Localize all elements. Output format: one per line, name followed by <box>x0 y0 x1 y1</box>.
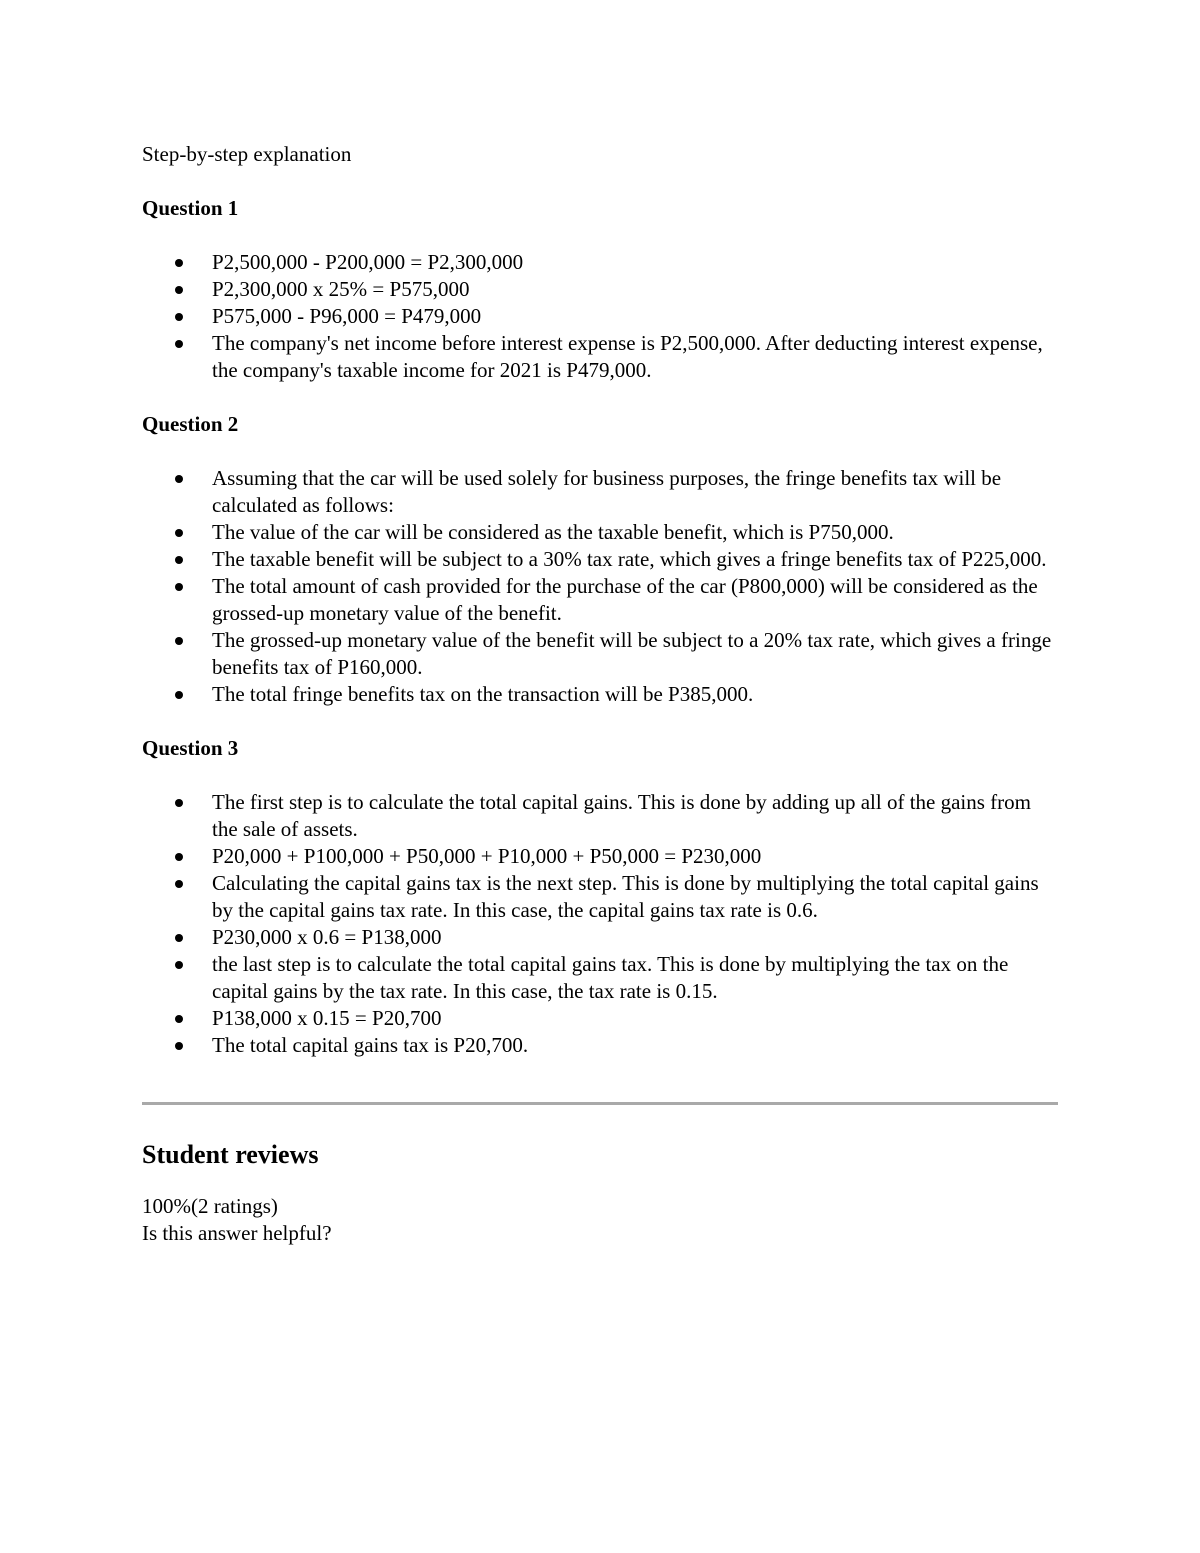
helpful-prompt: Is this answer helpful? <box>142 1221 332 1245</box>
list-item-text: The taxable benefit will be subject to a 30% tax rate, which gives a fringe benefits tax of P225,000. <box>212 547 1047 571</box>
section-divider <box>142 1102 1058 1105</box>
list-item <box>142 843 1058 870</box>
list-item-text: P575,000 - P96,000 = P479,000 <box>212 304 482 328</box>
list-item <box>142 465 1058 519</box>
bullet-icon <box>175 475 183 483</box>
list-item <box>142 870 1058 924</box>
document-page <box>142 141 1058 1247</box>
list-item-text: P2,300,000 x 25% = P575,000 <box>212 277 470 301</box>
bullet-icon <box>175 313 183 321</box>
bullet-icon <box>175 286 183 294</box>
question-2-steps <box>142 465 1058 708</box>
list-item <box>142 789 1058 843</box>
bullet-icon <box>175 637 183 645</box>
bullet-icon <box>175 799 183 807</box>
list-item <box>142 546 1058 573</box>
list-item-text: The total amount of cash provided for the purchase of the car (P800,000) will be considered as the grossed-up monetary value of the benefit. <box>212 574 1038 625</box>
list-item <box>142 627 1058 681</box>
question-3-section <box>142 735 1058 1059</box>
list-item-text: P20,000 + P100,000 + P50,000 + P10,000 + P50,000 = P230,000 <box>212 844 762 868</box>
bullet-icon <box>175 880 183 888</box>
bullet-icon <box>175 934 183 942</box>
bullet-icon <box>175 340 183 348</box>
list-item <box>142 276 1058 303</box>
bullet-icon <box>175 961 183 969</box>
list-item-text: The first step is to calculate the total capital gains. This is done by adding up all of the gains from the sale of assets. <box>212 790 1031 841</box>
bullet-icon <box>175 853 183 861</box>
list-item <box>142 681 1058 708</box>
list-item <box>142 1005 1058 1032</box>
list-item <box>142 951 1058 1005</box>
list-item-text: Calculating the capital gains tax is the next step. This is done by multiplying the total capital gains by the capital gains tax rate. In this case, the capital gains tax rate is 0.6. <box>212 871 1039 922</box>
list-item <box>142 303 1058 330</box>
list-item <box>142 330 1058 384</box>
explanation-title: Step-by-step explanation <box>142 142 352 166</box>
bullet-icon <box>175 556 183 564</box>
question-1-heading: Question 1 <box>142 196 239 220</box>
list-item <box>142 573 1058 627</box>
list-item-text: The grossed-up monetary value of the benefit will be subject to a 20% tax rate, which gives a fringe benefits tax of P160,000. <box>212 628 1052 679</box>
list-item <box>142 249 1058 276</box>
student-reviews-heading: Student reviews <box>142 1140 319 1169</box>
bullet-icon <box>175 583 183 591</box>
list-item-text: The value of the car will be considered as the taxable benefit, which is P750,000. <box>212 520 894 544</box>
list-item-text: P2,500,000 - P200,000 = P2,300,000 <box>212 250 524 274</box>
list-item-text: Assuming that the car will be used solely for business purposes, the fringe benefits tax will be calculated as follows: <box>212 466 1002 517</box>
list-item-text: The company's net income before interest expense is P2,500,000. After deducting interest expense, the company's taxable income for 2021 is P479,000. <box>212 331 1043 382</box>
bullet-icon <box>175 691 183 699</box>
list-item-text: The total capital gains tax is P20,700. <box>212 1033 529 1057</box>
list-item <box>142 1032 1058 1059</box>
rating-summary: 100%(2 ratings) <box>142 1194 278 1218</box>
question-1-section <box>142 195 1058 384</box>
bullet-icon <box>175 1042 183 1050</box>
question-3-steps <box>142 789 1058 1059</box>
list-item-text: the last step is to calculate the total capital gains tax. This is done by multiplying the tax on the capital gains by the tax rate. In this case, the tax rate is 0.15. <box>212 952 1009 1003</box>
list-item <box>142 519 1058 546</box>
question-1-steps <box>142 249 1058 384</box>
list-item-text: P230,000 x 0.6 = P138,000 <box>212 925 442 949</box>
list-item-text: The total fringe benefits tax on the transaction will be P385,000. <box>212 682 754 706</box>
list-item <box>142 924 1058 951</box>
bullet-icon <box>175 529 183 537</box>
question-2-section <box>142 411 1058 708</box>
bullet-icon <box>175 1015 183 1023</box>
question-2-heading: Question 2 <box>142 412 239 436</box>
list-item-text: P138,000 x 0.15 = P20,700 <box>212 1006 442 1030</box>
bullet-icon <box>175 259 183 267</box>
question-3-heading: Question 3 <box>142 736 239 760</box>
